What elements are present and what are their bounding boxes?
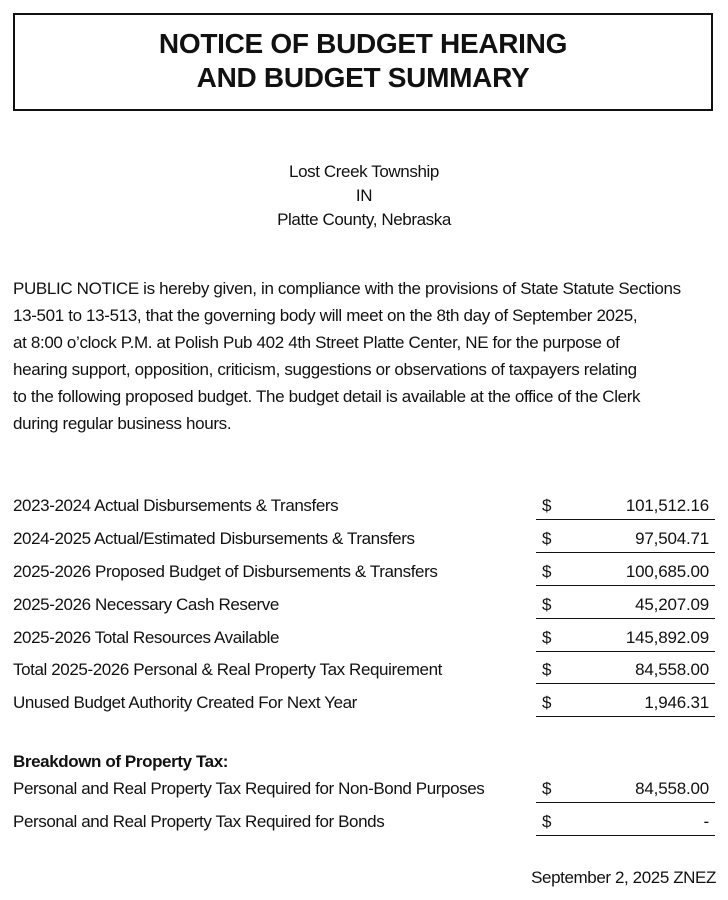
budget-row-estimated-2024-2025 [13, 523, 715, 553]
dollar-sign: $ [542, 562, 552, 581]
dollar-sign: $ [542, 595, 552, 614]
budget-amount: 100,685.00 [625, 562, 709, 581]
dollar-sign: $ [542, 496, 552, 515]
dollar-sign: $ [542, 628, 552, 647]
breakdown-amount-cell [536, 809, 715, 836]
budget-row-label: 2023-2024 Actual Disbursements & Transfers [13, 496, 339, 515]
budget-row-label: 2025-2026 Total Resources Available [13, 628, 280, 647]
title-line-1: NOTICE OF BUDGET HEARING [158, 28, 568, 59]
dollar-sign: $ [542, 812, 552, 831]
budget-amount: 97,504.71 [635, 529, 709, 548]
dollar-sign: $ [542, 660, 552, 679]
budget-row-label: Total 2025-2026 Personal & Real Property Tax Requirement [13, 660, 442, 679]
budget-amount-cell [536, 625, 715, 652]
dollar-sign: $ [542, 529, 552, 548]
breakdown-row-bonds [13, 806, 715, 836]
publication-date-footer: September 2, 2025 ZNEZ [531, 868, 716, 887]
public-notice-paragraph [13, 275, 723, 437]
location-block [0, 160, 728, 232]
breakdown-amount: - [703, 812, 709, 831]
notice-line: to the following proposed budget. The budget detail is available at the office of the Clerk [13, 387, 641, 406]
budget-row-label: Unused Budget Authority Created For Next Year [13, 693, 357, 712]
budget-amount-cell [536, 493, 715, 520]
county-name: Platte County, Nebraska [277, 210, 451, 229]
budget-amount-cell [536, 592, 715, 619]
notice-line: at 8:00 o’clock P.M. at Polish Pub 402 4th Street Platte Center, NE for the purpose of [13, 333, 620, 352]
in-label: IN [355, 186, 373, 205]
breakdown-row-label: Personal and Real Property Tax Required for Non-Bond Purposes [13, 779, 485, 798]
breakdown-row-label: Personal and Real Property Tax Required for Bonds [13, 812, 385, 831]
notice-line: 13-501 to 13-513, that the governing body will meet on the 8th day of September 2025, [13, 306, 638, 325]
budget-amount: 1,946.31 [644, 693, 709, 712]
title-line-2: AND BUDGET SUMMARY [196, 62, 530, 93]
notice-line: during regular business hours. [13, 414, 232, 433]
dollar-sign: $ [542, 693, 552, 712]
township-name: Lost Creek Township [289, 162, 439, 181]
budget-row-cash-reserve [13, 589, 715, 619]
budget-amount: 84,558.00 [635, 660, 709, 679]
budget-amount-cell [536, 690, 715, 717]
budget-row-unused-authority [13, 687, 715, 717]
budget-row-label: 2025-2026 Necessary Cash Reserve [13, 595, 279, 614]
budget-row-tax-requirement [13, 654, 715, 684]
notice-line: hearing support, opposition, criticism, suggestions or observations of taxpayers relating [13, 360, 637, 379]
breakdown-heading: Breakdown of Property Tax: [13, 752, 229, 771]
dollar-sign: $ [542, 779, 552, 798]
budget-amount-cell [536, 559, 715, 586]
budget-amount: 45,207.09 [635, 595, 709, 614]
budget-amount: 145,892.09 [625, 628, 709, 647]
notice-title-box [13, 13, 713, 111]
budget-row-total-resources [13, 622, 715, 652]
budget-row-proposed-2025-2026 [13, 556, 715, 586]
budget-amount: 101,512.16 [625, 496, 709, 515]
breakdown-row-non-bond [13, 773, 715, 803]
budget-row-label: 2025-2026 Proposed Budget of Disbursements & Transfers [13, 562, 438, 581]
notice-line: PUBLIC NOTICE is hereby given, in compliance with the provisions of State Statute Sections [13, 279, 681, 298]
budget-row-label: 2024-2025 Actual/Estimated Disbursements & Transfers [13, 529, 415, 548]
budget-row-actual-2023-2024 [13, 490, 715, 520]
breakdown-amount-cell [536, 776, 715, 803]
breakdown-amount: 84,558.00 [635, 779, 709, 798]
budget-amount-cell [536, 526, 715, 553]
budget-amount-cell [536, 657, 715, 684]
